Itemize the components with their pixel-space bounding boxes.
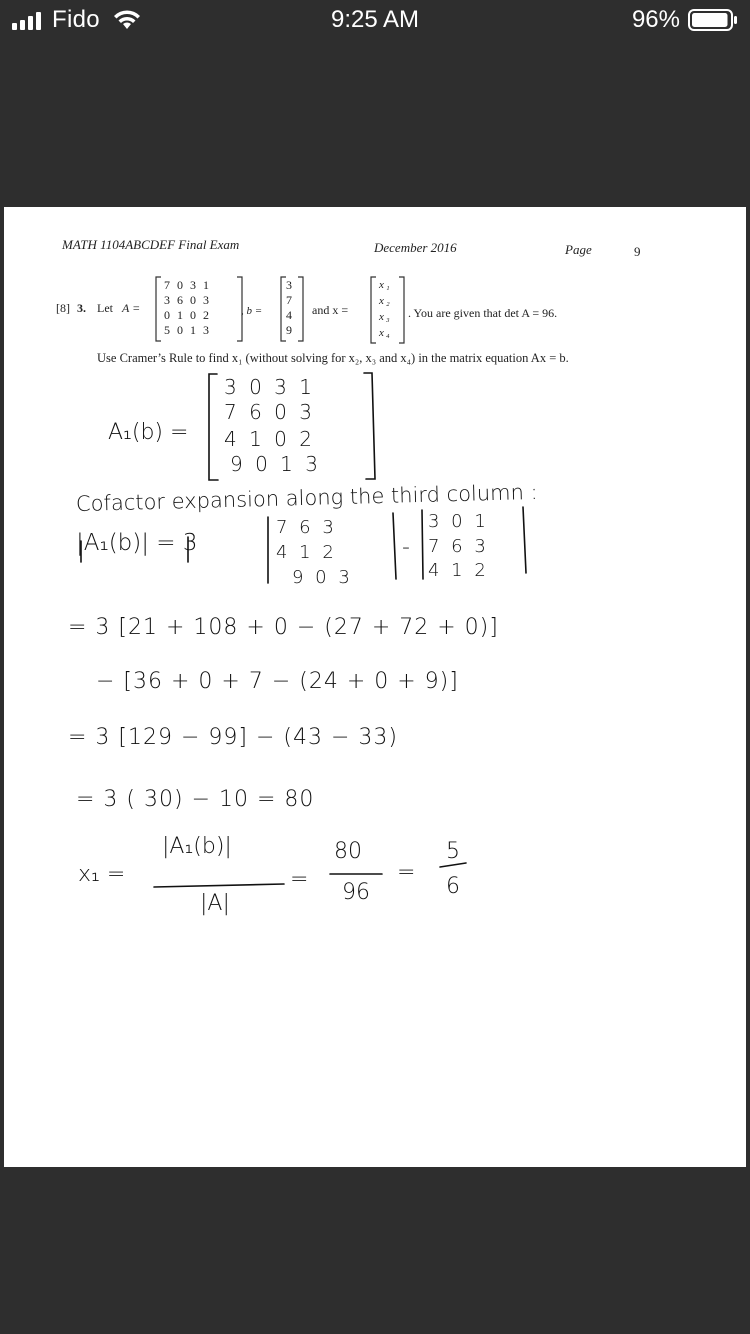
vector-b-entry: 4 <box>286 308 294 322</box>
battery-percentage: 96% <box>631 6 680 33</box>
fraction-2-denominator: 96 <box>342 880 370 905</box>
minor-1-row: 7 6 3 <box>276 517 337 538</box>
fraction-2-numerator: 80 <box>334 839 362 864</box>
matrix-a-row: 5 0 1 3 <box>164 323 211 337</box>
a1b-row: 7 6 0 3 <box>224 400 315 424</box>
minor-2-row: 7 6 3 <box>428 536 489 557</box>
vector-x-entry: x₁ <box>379 279 392 291</box>
a1b-row: 3 0 3 1 <box>224 375 315 399</box>
equals-1: = <box>290 867 309 892</box>
x1-label: x₁ = <box>78 862 126 887</box>
status-bar <box>0 0 750 40</box>
det-lhs: |A₁(b)| = 3 <box>76 530 198 556</box>
vector-x-entry: x₃ <box>379 311 392 323</box>
document-page <box>4 207 746 1167</box>
vector-b-label: , b = <box>241 305 263 317</box>
fraction-1-denominator: |A| <box>200 891 230 916</box>
question-number: 3. <box>77 301 86 315</box>
vector-b-entry: 3 <box>286 278 294 292</box>
calc-line-2: − [36 + 0 + 7 − (24 + 0 + 9)] <box>96 669 459 694</box>
page-number: 9 <box>634 244 641 259</box>
carrier-name: Fido <box>52 6 100 33</box>
vector-b-entry: 7 <box>286 293 294 307</box>
cofactor-note: Cofactor expansion along the third column : <box>75 479 538 516</box>
fraction-3-denominator: 6 <box>446 874 460 899</box>
vector-x-entry: x₂ <box>379 295 392 307</box>
equals-2: = <box>397 860 416 885</box>
question-marks: [8] <box>56 301 70 315</box>
calc-line-1: = 3 [21 + 108 + 0 − (27 + 72 + 0)] <box>68 615 499 640</box>
a1b-label: A₁(b) = <box>108 420 189 445</box>
minor-1-row: 9 0 3 <box>292 567 353 588</box>
calc-line-3: = 3 [129 − 99] − (43 − 33) <box>68 725 398 750</box>
minus-sign: - <box>402 535 410 560</box>
vector-x-label: and x = <box>312 303 349 317</box>
matrix-a-row: 0 1 0 2 <box>164 308 211 322</box>
battery-icon <box>688 9 738 31</box>
question-let: Let <box>97 301 113 315</box>
fraction-1-numerator: |A₁(b)| <box>162 834 232 859</box>
course-title: MATH 1104ABCDEF Final Exam <box>62 237 240 252</box>
vector-b-entry: 9 <box>286 323 294 337</box>
fraction-3-numerator: 5 <box>446 839 460 864</box>
given-det: . You are given that det A = 96. <box>408 306 558 320</box>
math-strokes <box>4 207 746 1167</box>
matrix-a-row: 7 0 3 1 <box>164 278 211 292</box>
a1b-row: 4 1 0 2 <box>224 427 315 451</box>
minor-2-row: 4 1 2 <box>428 560 489 581</box>
a1b-row: 9 0 1 3 <box>230 452 321 476</box>
exam-date: December 2016 <box>374 240 457 255</box>
calc-line-4: = 3 ( 30) − 10 = 80 <box>76 787 315 812</box>
minor-1-row: 4 1 2 <box>276 542 337 563</box>
matrix-a-label: A = <box>122 301 141 315</box>
page-label: Page <box>565 242 592 257</box>
minor-2-row: 3 0 1 <box>428 511 489 532</box>
status-time: 9:25 AM <box>330 6 420 33</box>
question-instruction: Use Cramer’s Rule to find x₁ (without solving for x₂, x₃ and x₄) in the matrix equation Ax = b. <box>97 351 569 365</box>
matrix-a-row: 3 6 0 3 <box>164 293 211 307</box>
vector-x-entry: x₄ <box>379 327 392 339</box>
